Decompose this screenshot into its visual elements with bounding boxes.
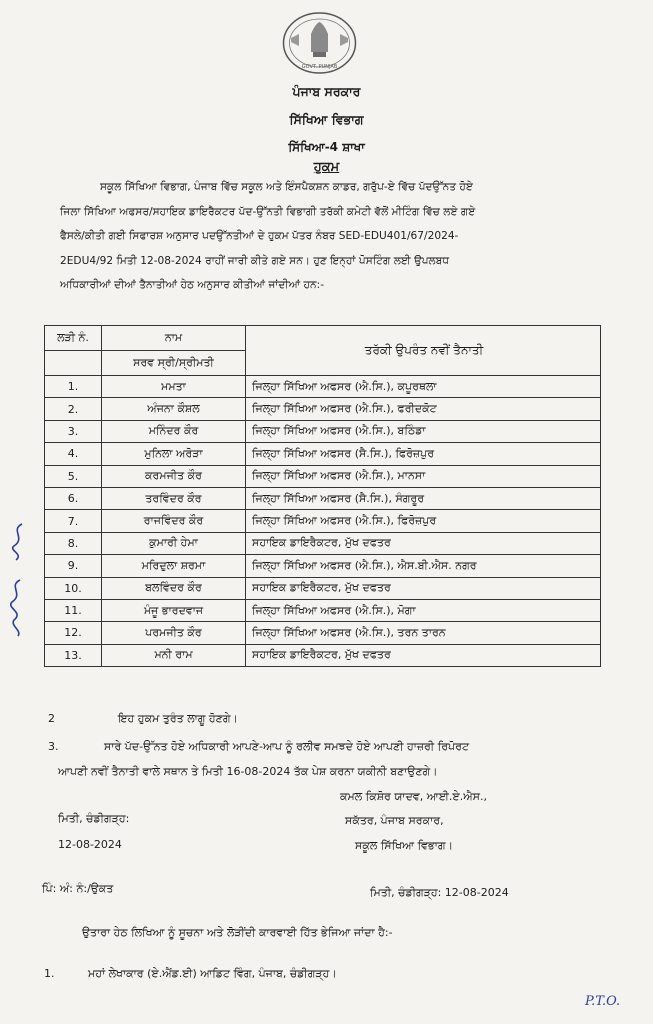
cell-name: ਮਮਤਾ [102,376,246,398]
signatory-name: ਕਮਲ ਕਿਸ਼ੋਰ ਯਾਦਵ, ਆਈ.ਏ.ਐਸ., [340,790,487,803]
table-row [45,443,601,465]
cell-posting: ਜਿਲ੍ਹਾ ਸਿੱਖਿਆ ਅਫਸਰ (ਐ.ਸਿ.), ਫਰੀਦਕੋਟ [246,398,601,420]
cell-posting: ਸਹਾਇਕ ਡਾਇਰੈਕਟਰ, ਮੁੱਖ ਦਫਤਰ [246,532,601,554]
department-heading: ਸਿੱਖਿਆ ਵਿਭਾਗ [289,112,364,127]
table-row [45,532,601,554]
emblem-caption: GOVT. PUNJAB [301,64,338,70]
table-row [45,599,601,621]
cell-name: ਬਲਵਿੰਦਰ ਕੌਰ [102,577,246,599]
table-row [45,465,601,487]
cell-posting: ਸਹਾਇਕ ਡਾਇਰੈਕਟਰ, ਮੁੱਖ ਦਫਤਰ [246,577,601,599]
table-row [45,510,601,532]
cell-name: ਪਰਮਜੀਤ ਕੌਰ [102,622,246,644]
intro-paragraph [60,175,620,298]
table-header-row [45,326,601,351]
cell-name: ਕਰਮਜੀਤ ਕੌਰ [102,465,246,487]
cell-serial: 5. [45,465,102,487]
cell-posting: ਜਿਲ੍ਹਾ ਸਿੱਖਿਆ ਅਫਸਰ (ਸੈ.ਸਿ.), ਸੰਗਰੂਰ [246,487,601,509]
copy-forward-text: ਉਤਾਰਾ ਹੇਠ ਲਿਖਿਆ ਨੂੰ ਸੂਚਨਾ ਅਤੇ ਲੋੜੀਂਦੀ ਕਾਰਵਾਈ ਹਿੱਤ ਭੇਜਿਆ ਜਾਂਦਾ ਹੈ:- [82,926,393,939]
cell-name: ਕੁਮਾਰੀ ਹੇਮਾ [102,532,246,554]
cell-serial: 11. [45,599,102,621]
cell-serial: 12. [45,622,102,644]
cell-posting: ਜਿਲ੍ਹਾ ਸਿੱਖਿਆ ਅਫਸਰ (ਐ.ਸਿ.), ਮੋਗਾ [246,599,601,621]
intro-line: ਸਕੂਲ ਸਿੱਖਿਆ ਵਿਭਾਗ, ਪੰਜਾਬ ਵਿੱਚ ਸਕੂਲ ਅਤੇ ਇੰਸਪੈਕਸ਼ਨ ਕਾਡਰ, ਗਰੁੱਪ-ਏ ਵਿੱਚ ਪੱਦਉੱਨਤ ਹੋਏ [100,181,473,193]
cell-posting: ਜਿਲ੍ਹਾ ਸਿੱਖਿਆ ਅਫਸਰ (ਐ.ਸਿ.), ਬਠਿੰਡਾ [246,420,601,442]
cell-serial: 2. [45,398,102,420]
government-heading: ਪੰਜਾਬ ਸਰਕਾਰ [292,84,361,99]
handwritten-margin-note [4,520,30,640]
cell-posting: ਜਿਲ੍ਹਾ ਸਿੱਖਿਆ ਅਫਸਰ (ਐ.ਸਿ.), ਕਪੂਰਥਲਾ [246,376,601,398]
col-name-subheader: ਸਰਵ ਸ੍ਰੀ/ਸ੍ਰੀਮਤੀ [102,351,246,376]
cell-name: ਮੁਨਿਲਾ ਅਰੋੜਾ [102,443,246,465]
date-value: 12-08-2024 [58,838,122,851]
cell-name: ਮਰਿਦੁਲਾ ਸ਼ਰਮਾ [102,555,246,577]
branch-heading: ਸਿੱਖਿਆ-4 ਸ਼ਾਖਾ [288,140,365,154]
table-row [45,622,601,644]
point-3-number: 3. [48,740,59,753]
state-emblem-seal [277,10,362,80]
point-2-text: ਇਹ ਹੁਕਮ ਤੁਰੰਤ ਲਾਗੂ ਹੋਣਗੇ। [118,712,238,725]
signatory-department: ਸਕੂਲ ਸਿੱਖਿਆ ਵਿਭਾਗ। [355,839,453,852]
cell-serial: 10. [45,577,102,599]
cell-name: ਤਰਵਿੰਦਰ ਕੌਰ [102,487,246,509]
table-row [45,376,601,398]
point-3-line1: ਸਾਰੇ ਪੱਦ-ਉੱਨਤ ਹੋਏ ਅਧਿਕਾਰੀ ਆਪਣੇ-ਆਪ ਨੂੰ ਰਲੀਵ ਸਮਝਦੇ ਹੋਏ ਆਪਣੀ ਹਾਜ਼ਰੀ ਰਿਪੋਰਟ [104,740,469,753]
point-3-line2: ਆਪਣੀ ਨਵੀਂ ਤੈਨਾਤੀ ਵਾਲੇ ਸਥਾਨ ਤੇ ਮਿਤੀ 16-08-2024 ਤੱਕ ਪੇਸ਼ ਕਰਨਾ ਯਕੀਨੀ ਬਣਾਉਣਗੇ। [58,765,438,778]
cell-serial: 7. [45,510,102,532]
table-row [45,555,601,577]
col-serial-header: ਲੜੀ ਨੰ. [45,326,102,351]
cell-posting: ਜਿਲ੍ਹਾ ਸਿੱਖਿਆ ਅਫਸਰ (ਸੈ.ਸਿ.), ਫਿਰੋਜ਼ਪੁਰ [246,443,601,465]
intro-line: ਫੈਸਲੇ/ਕੀਤੀ ਗਈ ਸਿਫਾਰਸ਼ ਅਨੁਸਾਰ ਪਦਉੱਨਤੀਆਂ ਦੇ ਹੁਕਮ ਪੱਤਰ ਨੰਬਰ SED-EDU401/67/2024- [60,230,459,242]
intro-line: ਜਿਲਾ ਸਿੱਖਿਆ ਅਫਸਰ/ਸਹਾਇਕ ਡਾਇਰੈਕਟਰ ਪੱਦ-ਉੱਨਤੀ ਵਿਭਾਗੀ ਤਰੱਕੀ ਕਮੇਟੀ ਵੱਲੋਂ ਮੀਟਿੰਗ ਵਿੱਚ ਲਏ ਗਏ [60,205,476,218]
table-row [45,644,601,666]
cell-posting: ਜਿਲ੍ਹਾ ਸਿੱਖਿਆ ਅਫਸਰ (ਐ.ਸਿ.), ਤਰਨ ਤਾਰਨ [246,622,601,644]
cell-serial: 3. [45,420,102,442]
col-serial-header-blank [45,351,102,376]
cell-serial: 13. [45,644,102,666]
endorsement-ref: ਪਿੰ: ਅੰ: ਨੰ:/ਉਕਤ [42,882,114,895]
col-name-header: ਨਾਮ [102,326,246,351]
cell-name: ਰਾਜਵਿੰਦਰ ਕੌਰ [102,510,246,532]
cell-serial: 6. [45,487,102,509]
cell-name: ਮਨੀ ਰਾਮ [102,644,246,666]
cell-serial: 8. [45,532,102,554]
cell-posting: ਜਿਲ੍ਹਾ ਸਿੱਖਿਆ ਅਫਸਰ (ਐ.ਸਿ.), ਮਾਨਸਾ [246,465,601,487]
copy-item-1-number: 1. [44,967,55,980]
cell-name: ਅੰਜਨਾ ਕੌਸ਼ਲ [102,398,246,420]
posting-table [44,325,601,667]
pto-note: P.T.O. [585,994,621,1009]
table-row [45,398,601,420]
table-row [45,577,601,599]
cell-name: ਮਨਿੰਦਰ ਕੌਰ [102,420,246,442]
cell-serial: 1. [45,376,102,398]
cell-posting: ਜਿਲ੍ਹਾ ਸਿੱਖਿਆ ਅਫਸਰ (ਐ.ਸਿ.), ਐਸ.ਬੀ.ਐਸ. ਨਗਰ [246,555,601,577]
intro-line: 2EDU4/92 ਮਿਤੀ 12-08-2024 ਰਾਹੀਂ ਜਾਰੀ ਕੀਤੇ ਗਏ ਸਨ। ਹੁਣ ਇਨ੍ਹਾਂ ਪੋਸਟਿੰਗ ਲਈ ਉਪਲਬਧ [60,254,450,267]
cell-serial: 9. [45,555,102,577]
copy-item-1-text: ਮਹਾਂ ਲੇਖਾਕਾਰ (ਏ.ਐਂਡ.ਈ) ਆਡਿਟ ਵਿੰਗ, ਪੰਜਾਬ, ਚੰਡੀਗੜ੍ਹ। [88,967,337,980]
col-posting-header: ਤਰੱਕੀ ਉਪਰੰਤ ਨਵੀਂ ਤੈਨਾਤੀ [246,326,601,376]
cell-name: ਮੰਜੂ ਭਾਰਦਵਾਜ [102,599,246,621]
table-row [45,420,601,442]
order-title: ਹੁਕਮ [313,160,340,175]
endorsement-date: ਮਿਤੀ, ਚੰਡੀਗੜ੍ਹ: 12-08-2024 [370,886,509,899]
point-2-number: 2 [48,712,55,725]
cell-serial: 4. [45,443,102,465]
intro-line: ਅਧਿਕਾਰੀਆਂ ਦੀਆਂ ਤੈਨਾਤੀਆਂ ਹੇਠ ਅਨੁਸਾਰ ਕੀਤੀਆਂ ਜਾਂਦੀਆਂ ਹਨ:- [60,279,325,291]
cell-posting: ਜਿਲ੍ਹਾ ਸਿੱਖਿਆ ਅਫਸਰ (ਐ.ਸਿ.), ਫਿਰੋਜ਼ਪੁਰ [246,510,601,532]
signatory-designation: ਸਕੱਤਰ, ਪੰਜਾਬ ਸਰਕਾਰ, [345,814,444,827]
table-row [45,487,601,509]
cell-posting: ਸਹਾਇਕ ਡਾਇਰੈਕਟਰ, ਮੁੱਖ ਦਫਤਰ [246,644,601,666]
date-label: ਮਿਤੀ, ਚੰਡੀਗੜ੍ਹ: [58,812,130,825]
